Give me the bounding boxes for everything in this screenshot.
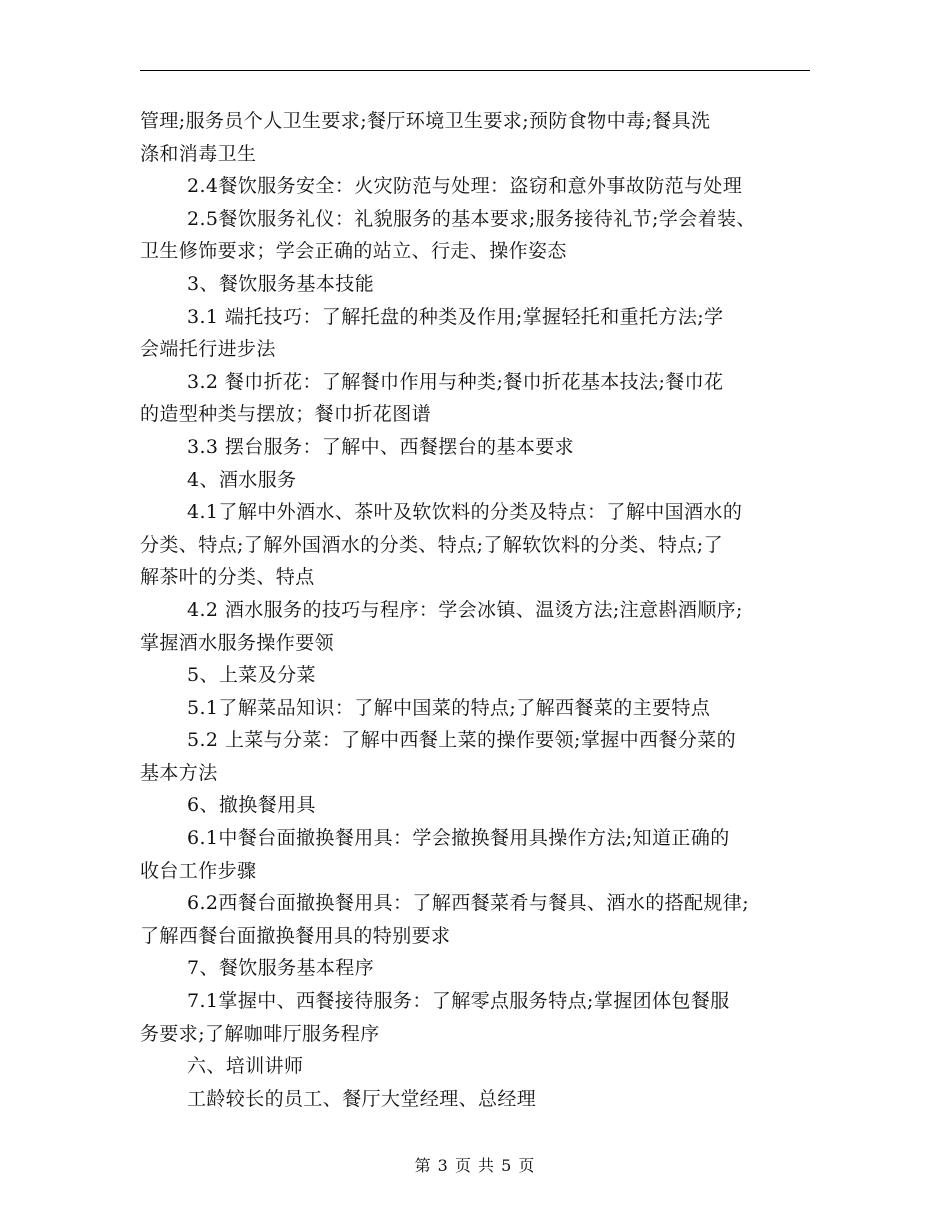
text-line: 4.2 酒水服务的技巧与程序：学会冰镇、温烫方法;注意斟酒顺序; [187,598,743,621]
text-line: 分类、特点;了解外国酒水的分类、特点;了解软饮料的分类、特点;了 [140,533,724,556]
text-line: 涤和消毒卫生 [140,142,257,165]
text-line: 卫生修饰要求；学会正确的站立、行走、操作姿态 [140,240,567,263]
text-line: 3.3 摆台服务：了解中、西餐摆台的基本要求 [187,435,575,458]
text-line: 2.4餐饮服务安全：火灾防范与处理：盗窃和意外事故防范与处理 [187,175,743,198]
text-line: 了解西餐台面撤换餐用具的特别要求 [140,924,451,947]
document-body [140,105,830,1115]
text-line: 工龄较长的员工、餐厅大堂经理、总经理 [187,1087,537,1110]
section-heading: 3、餐饮服务基本技能 [187,272,375,295]
text-line: 基本方法 [140,761,218,784]
text-line: 5.2 上菜与分菜：了解中西餐上菜的操作要领;掌握中西餐分菜的 [187,729,737,752]
text-line: 2.5餐饮服务礼仪：礼貌服务的基本要求;服务接待礼节;学会着装、 [187,207,756,230]
text-line: 6.1中餐台面撤换餐用具：学会撤换餐用具操作方法;知道正确的 [187,827,730,850]
page-footer: 第 3 页 共 5 页 [414,1156,536,1175]
section-heading: 5、上菜及分菜 [187,664,316,687]
text-line: 务要求;了解咖啡厅服务程序 [140,1022,380,1045]
section-heading: 6、撤换餐用具 [187,794,316,817]
text-line: 6.2西餐台面撤换餐用具：了解西餐菜肴与餐具、酒水的搭配规律; [187,892,750,915]
header-rule [140,70,810,71]
text-line: 掌握酒水服务操作要领 [140,631,335,654]
text-line: 3.2 餐巾折花：了解餐巾作用与种类;餐巾折花基本技法;餐巾花 [187,370,724,393]
text-line: 的造型种类与摆放；餐巾折花图谱 [140,403,432,426]
text-line: 7.1掌握中、西餐接待服务：了解零点服务特点;掌握团体包餐服 [187,990,730,1013]
text-line: 4.1了解中外酒水、茶叶及软饮料的分类及特点：了解中国酒水的 [187,501,743,524]
section-heading: 7、餐饮服务基本程序 [187,957,375,980]
text-line: 管理;服务员个人卫生要求;餐厅环境卫生要求;预防食物中毒;餐具洗 [140,110,711,132]
section-heading: 4、酒水服务 [187,468,297,491]
text-line: 解茶叶的分类、特点 [140,566,315,589]
text-line: 3.1 端托技巧：了解托盘的种类及作用;掌握轻托和重托方法;学 [187,305,724,328]
section-heading: 六、培训讲师 [187,1055,304,1078]
text-line: 5.1了解菜品知识：了解中国菜的特点;了解西餐菜的主要特点 [187,696,711,719]
text-line: 收台工作步骤 [140,859,257,882]
text-line: 会端托行进步法 [140,338,276,361]
